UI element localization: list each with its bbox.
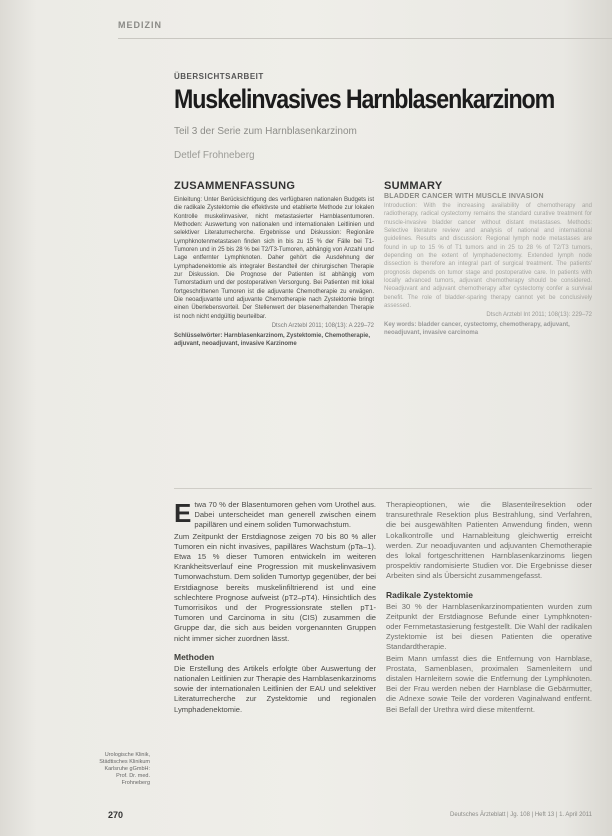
section-heading-methods: Methoden bbox=[174, 651, 215, 662]
summary-en-citation: Dtsch Arztebl Int 2011; 108(13): 229–72 bbox=[486, 312, 592, 319]
article-title: Muskelinvasives Harnblasenkarzinom bbox=[174, 84, 555, 114]
abstract-de-citation: Dtsch Arztebl 2011; 108(13): A 229–72 bbox=[271, 323, 374, 330]
summary-en-heading: SUMMARY bbox=[384, 180, 443, 192]
header-rule bbox=[118, 8, 612, 39]
journal-footer: Deutsches Ärzteblatt | Jg. 108 | Heft 13 | 1. April 2011 bbox=[450, 812, 592, 818]
abstract-divider bbox=[174, 488, 592, 489]
abstract-de bbox=[174, 180, 374, 348]
article-subtitle: Teil 3 der Serie zum Harnblasenkarzinom bbox=[174, 126, 357, 137]
abstract-de-text: Einleitung: Unter Berücksichtigung des verfügbaren nationalen Budgets ist die radikale Zystektomie die effektivste und etablierte Methode zur lokalen Kontrolle muskelinvasiver, nicht metastasierter Harnblasentumoren. Methoden: Auswertung von nationalen und internationalen Leitlinien und selektiver Literaturrecherche. Ergebnisse und Diskussion: Regionäre Lymphknotenmetastasen finden sich in bis zu 15 % der Fälle bei T1-Tumoren und in 25 bis 28 % bei T2/T3-Tumoren, abhängig von Anzahl und Lage entfernter Lymphknoten. Daher gehört die Ausdehnung der Lymphadenektomie als integraler Bestandteil der chirurgischen Therapie zur Diskussion. Die Prognose der Patienten ist abhängig vom Tumorstadium und der postoperativen Versorgung. Bei Patienten mit lokal fortgeschrittenen Tumoren ist die adjuvante Chemotherapie zu erwägen. Die neoadjuvante und adjuvante Chemotherapie nach Zystektomie bringt einen Überlebensvorteil. Der Stellenwert der blasenerhaltenden Therapie ist noch nicht endgültig beurteilbar. bbox=[174, 197, 374, 320]
body-right-paragraph-3: Beim Mann umfasst dies die Entfernung von Harnblase, Prostata, Samenblasen, proximalen Samenleitern und distalen Harnleitern sowie die Entfernung der Lymphknoten. Bei der Frau werden neben der Harnblase die Gebärmutter, die Adnexe sowie Teile der vorderen Vaginalwand entfernt. Bei Befall der Urethra wird diese mitentfernt. bbox=[386, 653, 592, 714]
page-number: 270 bbox=[108, 810, 124, 820]
drop-cap: E bbox=[174, 498, 192, 528]
abstract-de-heading: ZUSAMMENFASSUNG bbox=[174, 180, 296, 192]
body-right-column bbox=[386, 500, 592, 715]
article-type: ÜBERSICHTSARBEIT bbox=[174, 72, 264, 81]
body-left-column bbox=[174, 500, 376, 715]
article-author: Detlef Frohneberg bbox=[174, 150, 255, 161]
body-cystectomy-text: Bei 30 % der Harnblasenkarzinompatienten wurden zum Zeitpunkt der Erstdiagnose Befunde einer Lymphknoten- oder Fernmetastasierung festgestellt. Die Wahl der radikalen Zystektomie ist bei diesen Patienten die operative Standardtherapie. bbox=[386, 601, 592, 652]
section-heading-cystectomy: Radikale Zystektomie bbox=[386, 589, 473, 600]
body-intro-text: twa 70 % der Blasentumoren gehen vom Urothel aus. Dabei unterscheidet man generell zwischen einem papillären und einem soliden Tumorwachstum. bbox=[194, 500, 376, 530]
section-tag: MEDIZIN bbox=[118, 20, 162, 30]
summary-en-subtitle: BLADDER CANCER WITH MUSCLE INVASION bbox=[384, 193, 544, 200]
author-affiliation-note: Urologische Klinik, Städtisches Klinikum Karlsruhe gGmbH: Prof. Dr. med. Frohneberg bbox=[99, 752, 150, 786]
summary-en-text: Introduction: With the increasing availability of chemotherapy and radiotherapy, radical cystectomy remains the standard curative treatment for muscle-invasive bladder cancer without distant metastases. Methods: Selective literature review and analysis of national and international guidelines. Results and discussion: Regional lymph node metastases are found in up to 15 % of T1 tumors and in 25 to 28 % of T2/T3 tumors, depending on the extent of lymphadenectomy. Extended lymph node dissection is therefore an integral part of surgical treatment. The patients' prognosis depends on tumor stage and postoperative care. In patients with locally advanced tumors, adjuvant chemotherapy should be considered. Neoadjuvant and adjuvant chemotherapy after cystectomy confer a survival benefit. The role of bladder-sparing therapy cannot yet be conclusively assessed. bbox=[384, 203, 592, 310]
summary-en-keywords: Key words: bladder cancer, cystectomy, chemotherapy, adjuvant, neoadjuvant, invasive carcinoma bbox=[384, 322, 570, 337]
abstract-de-keywords: Schlüsselwörter: Harnblasenkarzinom, Zystektomie, Chemotherapie, adjuvant, neoadjuvant, invasive Karzinome bbox=[174, 333, 371, 348]
body-right-paragraph-1: Therapieoptionen, wie die Blasenteilresektion oder transurethrale Resektion plus Bestrahlung, sind Verfahren, die bei ausgewählten Patienten Anwendung finden, wenn Lokalkontrolle und Harnableitung gleichwertig erreicht werden. Zur neoadjuvanten und adjuvanten Chemotherapie des lokal fortgeschrittenen Harnblasenkarzinoms liegen prospektiv randomisierte Studien vor. Die Ergebnisse dieser Arbeiten sind als Übersicht zusammengefasst. bbox=[386, 500, 592, 581]
body-intro bbox=[174, 500, 376, 531]
body-paragraph-2: Zum Zeitpunkt der Erstdiagnose zeigen 70 bis 80 % aller Tumoren ein nicht invasives, papilläres Wachstum (pTa–1). Etwa 15 % dieser Tumoren entwickeln im weiteren Krankheitsverlauf eine Progression mit muskelinvasivem Tumorwachstum. Dem soliden Tumortyp gegenüber, der bei Erstdiagnose bereits muskelinfiltrierend ist und eine schlechtere Prognose aufweist (pT2–pT4). Hinsichtlich des Tumorrisikos und der Progressionsrate stellen pT1-Tumoren und Carcinoma in situ (CIS) zusammen die Gruppe dar, die sich aus beiden vorgenannten Gruppen nicht immer sicher zuordnen lässt. bbox=[174, 531, 376, 643]
body-methods-text: Die Erstellung des Artikels erfolgte über Auswertung der nationalen Leitlinien zur Therapie des Harnblasenkarzinoms sowie der internationalen Leitlinien der EAU und selektiver Literaturrecherche zur Zystektomie und regionalen Lymphadenektomie. bbox=[174, 663, 376, 714]
summary-en bbox=[384, 180, 592, 337]
